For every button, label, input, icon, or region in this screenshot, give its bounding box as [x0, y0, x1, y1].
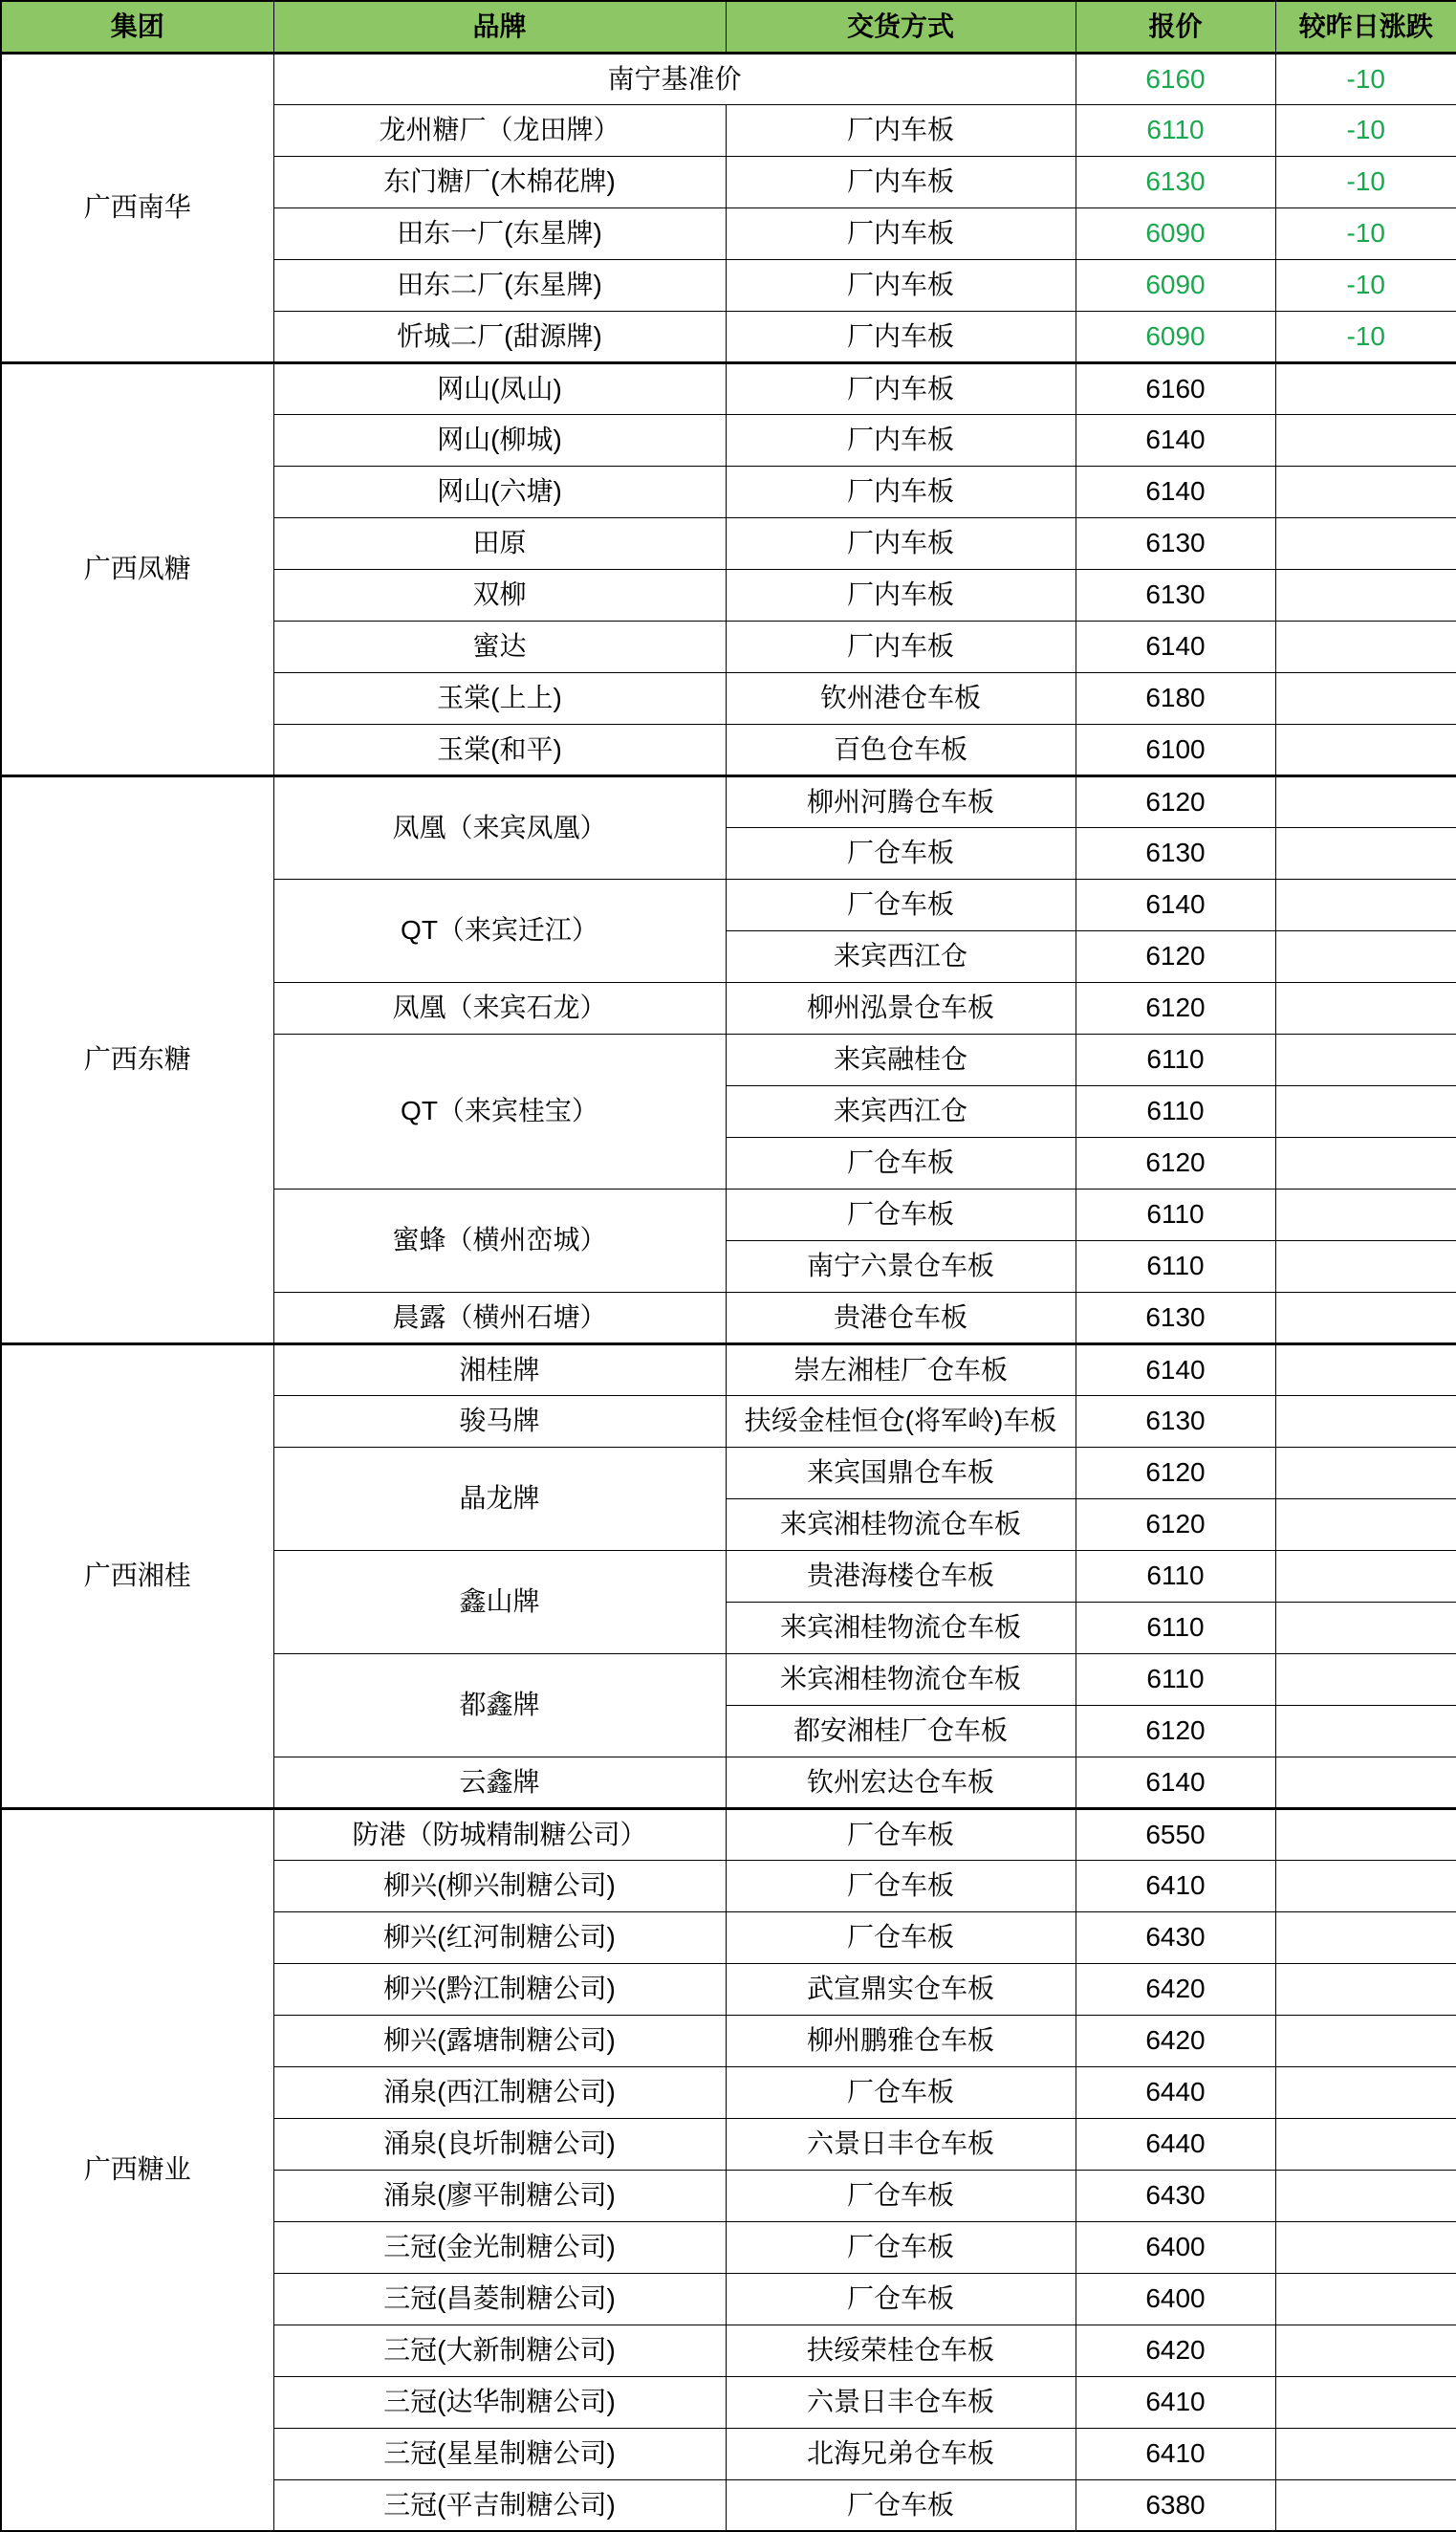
brand-cell: 凤凰（来宾石龙）: [273, 982, 726, 1034]
brand-cell: 都鑫牌: [273, 1653, 726, 1757]
price-cell: 6140: [1076, 879, 1275, 930]
brand-cell: 三冠(达华制糖公司): [273, 2376, 726, 2428]
delivery-cell: 武宣鼎实仓车板: [726, 1963, 1076, 2015]
delivery-cell: 厂内车板: [726, 207, 1076, 259]
change-cell: [1275, 517, 1456, 569]
brand-cell: 南宁基准价: [273, 53, 1076, 104]
delivery-cell: 来宾西江仓: [726, 930, 1076, 982]
delivery-cell: 厂内车板: [726, 569, 1076, 621]
brand-cell: 网山(凤山): [273, 362, 726, 414]
brand-cell: 晨露（横州石塘）: [273, 1292, 726, 1343]
price-cell: 6130: [1076, 156, 1275, 207]
price-cell: 6420: [1076, 2015, 1275, 2066]
delivery-cell: 来宾湘桂物流仓车板: [726, 1602, 1076, 1653]
brand-cell: 蜜达: [273, 621, 726, 672]
delivery-cell: 来宾国鼎仓车板: [726, 1447, 1076, 1498]
group-cell: 广西湘桂: [1, 1343, 273, 1808]
brand-cell: 骏马牌: [273, 1395, 726, 1447]
change-cell: [1275, 827, 1456, 879]
delivery-cell: 厂仓车板: [726, 1137, 1076, 1189]
change-cell: [1275, 1808, 1456, 1860]
price-cell: 6130: [1076, 1395, 1275, 1447]
delivery-cell: 厂仓车板: [726, 827, 1076, 879]
price-cell: 6420: [1076, 2325, 1275, 2376]
price-cell: 6430: [1076, 2170, 1275, 2221]
change-cell: [1275, 724, 1456, 775]
brand-cell: 玉棠(和平): [273, 724, 726, 775]
table-row: [1, 362, 1456, 414]
brand-cell: 柳兴(黔江制糖公司): [273, 1963, 726, 2015]
price-cell: 6140: [1076, 1757, 1275, 1808]
price-cell: 6110: [1076, 1034, 1275, 1085]
change-cell: [1275, 1911, 1456, 1963]
delivery-cell: 来宾湘桂物流仓车板: [726, 1498, 1076, 1550]
price-cell: 6120: [1076, 982, 1275, 1034]
delivery-cell: 厂内车板: [726, 466, 1076, 517]
brand-cell: 云鑫牌: [273, 1757, 726, 1808]
change-cell: [1275, 930, 1456, 982]
brand-cell: 三冠(平吉制糖公司): [273, 2479, 726, 2531]
brand-cell: 双柳: [273, 569, 726, 621]
price-cell: 6120: [1076, 1447, 1275, 1498]
change-cell: [1275, 775, 1456, 827]
change-cell: [1275, 1447, 1456, 1498]
price-cell: 6140: [1076, 1343, 1275, 1395]
change-cell: [1275, 2273, 1456, 2325]
delivery-cell: 厂仓车板: [726, 1911, 1076, 1963]
price-cell: 6410: [1076, 1860, 1275, 1911]
change-cell: [1275, 2428, 1456, 2479]
change-cell: -10: [1275, 207, 1456, 259]
column-header-price: 报价: [1076, 1, 1275, 53]
price-cell: 6410: [1076, 2428, 1275, 2479]
price-cell: 6100: [1076, 724, 1275, 775]
delivery-cell: 厂内车板: [726, 259, 1076, 311]
delivery-cell: 钦州宏达仓车板: [726, 1757, 1076, 1808]
change-cell: [1275, 982, 1456, 1034]
change-cell: -10: [1275, 104, 1456, 156]
group-cell: 广西南华: [1, 53, 273, 362]
price-cell: 6440: [1076, 2066, 1275, 2118]
price-cell: 6110: [1076, 1240, 1275, 1292]
brand-cell: 柳兴(红河制糖公司): [273, 1911, 726, 1963]
change-cell: [1275, 1034, 1456, 1085]
brand-cell: 田原: [273, 517, 726, 569]
change-cell: [1275, 1653, 1456, 1705]
change-cell: [1275, 1343, 1456, 1395]
delivery-cell: 扶绥荣桂仓车板: [726, 2325, 1076, 2376]
price-cell: 6090: [1076, 207, 1275, 259]
change-cell: [1275, 672, 1456, 724]
price-cell: 6160: [1076, 53, 1275, 104]
delivery-cell: 厂内车板: [726, 104, 1076, 156]
change-cell: [1275, 621, 1456, 672]
delivery-cell: 扶绥金桂恒仓(将军岭)车板: [726, 1395, 1076, 1447]
brand-cell: 湘桂牌: [273, 1343, 726, 1395]
change-cell: [1275, 1602, 1456, 1653]
column-header-brand: 品牌: [273, 1, 726, 53]
delivery-cell: 厂内车板: [726, 414, 1076, 466]
delivery-cell: 厂仓车板: [726, 1189, 1076, 1240]
column-header-group: 集团: [1, 1, 273, 53]
change-cell: [1275, 2170, 1456, 2221]
price-cell: 6420: [1076, 1963, 1275, 2015]
change-cell: [1275, 1498, 1456, 1550]
price-cell: 6430: [1076, 1911, 1275, 1963]
column-header-change: 较昨日涨跌: [1275, 1, 1456, 53]
brand-cell: 三冠(大新制糖公司): [273, 2325, 726, 2376]
delivery-cell: 厂仓车板: [726, 2170, 1076, 2221]
table-row: [1, 775, 1456, 827]
price-cell: 6410: [1076, 2376, 1275, 2428]
change-cell: [1275, 1705, 1456, 1757]
price-cell: 6120: [1076, 1137, 1275, 1189]
price-cell: 6380: [1076, 2479, 1275, 2531]
brand-cell: 涌泉(良圻制糖公司): [273, 2118, 726, 2170]
brand-cell: 三冠(星星制糖公司): [273, 2428, 726, 2479]
change-cell: -10: [1275, 259, 1456, 311]
price-cell: 6400: [1076, 2221, 1275, 2273]
delivery-cell: 厂内车板: [726, 517, 1076, 569]
price-cell: 6140: [1076, 466, 1275, 517]
delivery-cell: 来宾西江仓: [726, 1085, 1076, 1137]
brand-cell: QT（来宾桂宝）: [273, 1034, 726, 1189]
price-cell: 6130: [1076, 517, 1275, 569]
change-cell: [1275, 362, 1456, 414]
brand-cell: 鑫山牌: [273, 1550, 726, 1653]
change-cell: [1275, 1550, 1456, 1602]
group-cell: 广西糖业: [1, 1808, 273, 2531]
change-cell: [1275, 1395, 1456, 1447]
delivery-cell: 柳州泓景仓车板: [726, 982, 1076, 1034]
price-cell: 6160: [1076, 362, 1275, 414]
change-cell: [1275, 2015, 1456, 2066]
delivery-cell: 贵港海楼仓车板: [726, 1550, 1076, 1602]
delivery-cell: 厂仓车板: [726, 879, 1076, 930]
delivery-cell: 钦州港仓车板: [726, 672, 1076, 724]
brand-cell: 三冠(金光制糖公司): [273, 2221, 726, 2273]
brand-cell: 网山(柳城): [273, 414, 726, 466]
brand-cell: 晶龙牌: [273, 1447, 726, 1550]
brand-cell: 忻城二厂(甜源牌): [273, 311, 726, 362]
price-cell: 6130: [1076, 1292, 1275, 1343]
delivery-cell: 贵港仓车板: [726, 1292, 1076, 1343]
change-cell: [1275, 1137, 1456, 1189]
price-cell: 6140: [1076, 414, 1275, 466]
delivery-cell: 六景日丰仓车板: [726, 2118, 1076, 2170]
change-cell: [1275, 2376, 1456, 2428]
price-cell: 6130: [1076, 827, 1275, 879]
delivery-cell: 米宾湘桂物流仓车板: [726, 1653, 1076, 1705]
change-cell: [1275, 414, 1456, 466]
table-row: [1, 53, 1456, 104]
header-row: [1, 1, 1456, 53]
brand-cell: 柳兴(露塘制糖公司): [273, 2015, 726, 2066]
brand-cell: 田东二厂(东星牌): [273, 259, 726, 311]
change-cell: [1275, 569, 1456, 621]
price-cell: 6110: [1076, 1550, 1275, 1602]
change-cell: [1275, 1757, 1456, 1808]
column-header-delivery: 交货方式: [726, 1, 1076, 53]
delivery-cell: 柳州河腾仓车板: [726, 775, 1076, 827]
brand-cell: 三冠(昌菱制糖公司): [273, 2273, 726, 2325]
price-cell: 6110: [1076, 1085, 1275, 1137]
delivery-cell: 崇左湘桂厂仓车板: [726, 1343, 1076, 1395]
price-cell: 6090: [1076, 311, 1275, 362]
change-cell: [1275, 1189, 1456, 1240]
price-cell: 6110: [1076, 104, 1275, 156]
delivery-cell: 厂仓车板: [726, 2273, 1076, 2325]
delivery-cell: 北海兄弟仓车板: [726, 2428, 1076, 2479]
delivery-cell: 厂仓车板: [726, 2066, 1076, 2118]
delivery-cell: 厂仓车板: [726, 2479, 1076, 2531]
change-cell: [1275, 1860, 1456, 1911]
price-cell: 6110: [1076, 1189, 1275, 1240]
price-cell: 6550: [1076, 1808, 1275, 1860]
change-cell: -10: [1275, 53, 1456, 104]
change-cell: [1275, 2118, 1456, 2170]
delivery-cell: 南宁六景仓车板: [726, 1240, 1076, 1292]
price-cell: 6120: [1076, 1498, 1275, 1550]
price-cell: 6130: [1076, 569, 1275, 621]
change-cell: [1275, 2479, 1456, 2531]
delivery-cell: 厂内车板: [726, 362, 1076, 414]
delivery-cell: 厂内车板: [726, 156, 1076, 207]
table-row: [1, 1343, 1456, 1395]
brand-cell: 柳兴(柳兴制糖公司): [273, 1860, 726, 1911]
price-cell: 6120: [1076, 1705, 1275, 1757]
change-cell: -10: [1275, 156, 1456, 207]
brand-cell: 蜜蜂（横州峦城）: [273, 1189, 726, 1292]
delivery-cell: 都安湘桂厂仓车板: [726, 1705, 1076, 1757]
brand-cell: 防港（防城精制糖公司）: [273, 1808, 726, 1860]
change-cell: [1275, 2066, 1456, 2118]
change-cell: [1275, 1292, 1456, 1343]
brand-cell: 玉棠(上上): [273, 672, 726, 724]
price-cell: 6400: [1076, 2273, 1275, 2325]
delivery-cell: 百色仓车板: [726, 724, 1076, 775]
change-cell: [1275, 2325, 1456, 2376]
change-cell: [1275, 466, 1456, 517]
change-cell: -10: [1275, 311, 1456, 362]
group-cell: 广西东糖: [1, 775, 273, 1343]
delivery-cell: 来宾融桂仓: [726, 1034, 1076, 1085]
change-cell: [1275, 1963, 1456, 2015]
price-cell: 6110: [1076, 1602, 1275, 1653]
delivery-cell: 厂仓车板: [726, 1808, 1076, 1860]
brand-cell: 网山(六塘): [273, 466, 726, 517]
price-cell: 6110: [1076, 1653, 1275, 1705]
table-row: [1, 1808, 1456, 1860]
brand-cell: 田东一厂(东星牌): [273, 207, 726, 259]
change-cell: [1275, 1240, 1456, 1292]
price-cell: 6120: [1076, 930, 1275, 982]
brand-cell: 涌泉(廖平制糖公司): [273, 2170, 726, 2221]
delivery-cell: 厂内车板: [726, 311, 1076, 362]
brand-cell: 东门糖厂(木棉花牌): [273, 156, 726, 207]
delivery-cell: 柳州鹏雅仓车板: [726, 2015, 1076, 2066]
change-cell: [1275, 2221, 1456, 2273]
group-cell: 广西凤糖: [1, 362, 273, 775]
delivery-cell: 厂仓车板: [726, 1860, 1076, 1911]
price-cell: 6120: [1076, 775, 1275, 827]
brand-cell: 凤凰（来宾凤凰）: [273, 775, 726, 879]
brand-cell: 涌泉(西江制糖公司): [273, 2066, 726, 2118]
change-cell: [1275, 1085, 1456, 1137]
price-cell: 6090: [1076, 259, 1275, 311]
brand-cell: 龙州糖厂（龙田牌）: [273, 104, 726, 156]
delivery-cell: 厂内车板: [726, 621, 1076, 672]
delivery-cell: 六景日丰仓车板: [726, 2376, 1076, 2428]
brand-cell: QT（来宾迁江）: [273, 879, 726, 982]
price-cell: 6440: [1076, 2118, 1275, 2170]
price-cell: 6140: [1076, 621, 1275, 672]
change-cell: [1275, 879, 1456, 930]
delivery-cell: 厂仓车板: [726, 2221, 1076, 2273]
price-cell: 6180: [1076, 672, 1275, 724]
